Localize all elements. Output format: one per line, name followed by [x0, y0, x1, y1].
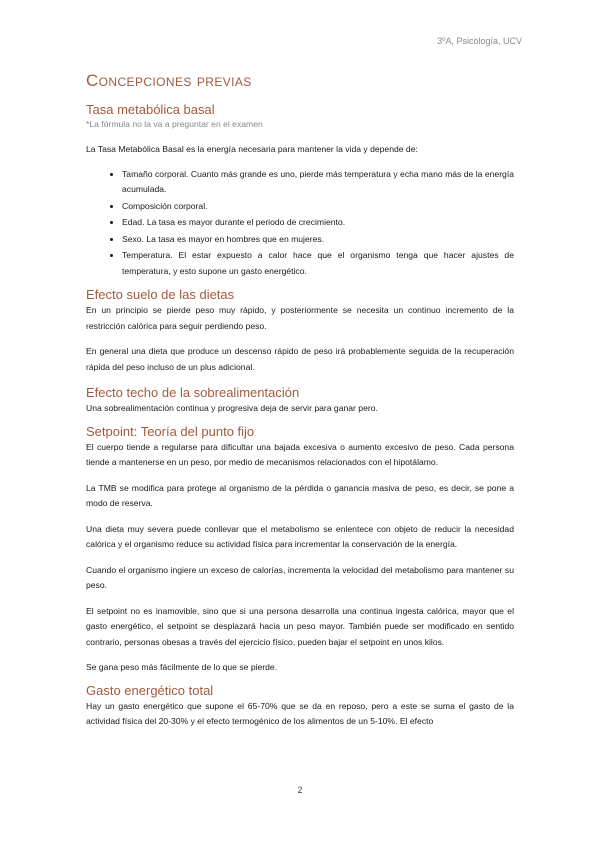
section-heading: Setpoint: Teoría del punto fijo [86, 423, 255, 439]
section-efecto-techo [86, 384, 514, 417]
paragraph: En general una dieta que produce un descenso rápido de peso irá probablemente seguida de la recuperación rápida del peso incluso de un plus adicional. [86, 346, 514, 372]
page-content [86, 71, 514, 730]
page-header: 3ºA, Psicología, UCV [437, 36, 522, 46]
paragraph: Cuando el organismo ingiere un exceso de calorías, incrementa la velocidad del metabolismo para mantener su peso. [86, 564, 514, 590]
note-text: *La fórmula no la va a preguntar en el examen [86, 119, 263, 129]
list-item: • Tamaño corporal. Cuanto más grande es uno, pierde más temperatura y echa mano más de la energía acumulada. [122, 167, 514, 198]
footnote [86, 118, 514, 131]
page-number: 2 [297, 785, 303, 795]
section-gasto-energetico [86, 682, 514, 730]
section-efecto-suelo [86, 286, 514, 375]
section-heading: Efecto techo de la sobrealimentación [86, 385, 300, 400]
page-title: Concepciones previas [86, 71, 252, 90]
list-item: • Temperatura. El estar expuesto a calor hace que el organismo tenga que hacer ajustes de temperatura, y esto supone un gasto energético. [122, 248, 514, 279]
bullet-list [86, 167, 514, 280]
paragraph: Una sobrealimentación continua y progresiva deja de servir para ganar pero. [86, 403, 378, 413]
paragraph: Se gana peso más fácilmente de lo que se pierde. [86, 662, 278, 672]
list-item: • Sexo. La tasa es mayor en hombres que en mujeres. [122, 232, 514, 248]
section-tmb [86, 101, 514, 279]
paragraph: En un principio se pierde peso muy rápido, y posteriormente se necesita un continuo incremento de la restricción calórica para seguir perdiendo peso. [86, 305, 514, 331]
paragraph: La Tasa Metabólica Basal es la energía necesaria para mantener la vida y depende de: [86, 144, 418, 154]
paragraph: Hay un gasto energético que supone el 65-70% que se da en reposo, pero a este se suma el gasto de la actividad física del 20-30% y el efecto termogénico de los alimentos de un 5-10%. El efecto [86, 700, 514, 726]
section-heading: Tasa metabólica basal [86, 102, 215, 117]
section-heading: Gasto energético total [86, 682, 214, 698]
paragraph: El cuerpo tiende a regularse para dificultar una bajada excesiva o aumento excesivo de peso. Cada persona tiende a mantenerse en un peso, por medio de mecanismos relacionados con el hipotálamo. [86, 441, 514, 467]
section-setpoint [86, 423, 514, 676]
paragraph: La TMB se modifica para protege al organismo de la pérdida o ganancia masiva de peso, es decir, se pone a modo de reserva. [86, 482, 514, 508]
list-item: • Edad. La tasa es mayor durante el periodo de crecimiento. [122, 215, 514, 231]
paragraph: Una dieta muy severa puede conllevar que el metabolismo se enlentece con objeto de reducir la necesidad calórica y el organismo reduce su actividad física para incrementar la conservación de la energía. [86, 523, 514, 549]
section-heading: Efecto suelo de las dietas [86, 287, 235, 302]
paragraph: El setpoint no es inamovible, sino que si una persona desarrolla una continua ingesta calórica, mayor que el gasto energético, el setpoint se desplazará hacia un peso mayor. También puede ser modificado en sentido contrario, personas obesas a través del ejercicio físico, pueden bajar el setpoint en unos kilos. [86, 605, 514, 647]
list-item: • Composición corporal. [122, 199, 514, 215]
